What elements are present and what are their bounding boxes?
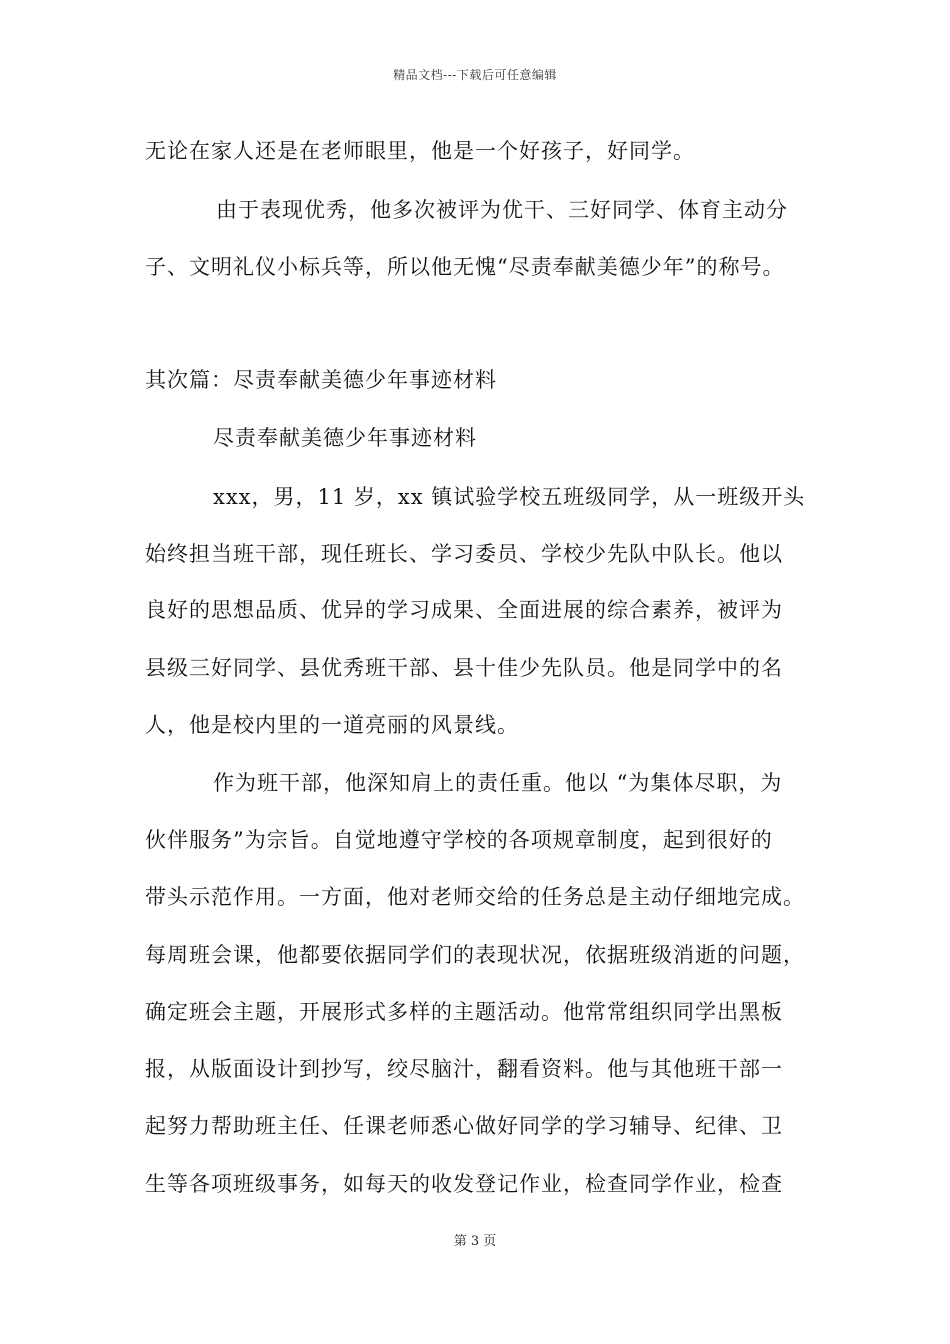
article-title: 尽责奉献美德少年事迹材料 <box>213 426 477 450</box>
body-line: 报，从版面设计到抄写，绞尽脑汁，翻看资料。他与其他班干部一 <box>145 1057 783 1081</box>
body-line: 县级三好同学、县优秀班干部、县十佳少先队员。他是同学中的名 <box>145 656 783 680</box>
body-line: 作为班干部，他深知肩上的责任重。他以 “为集体尽职，为 <box>213 771 783 795</box>
body-line: 良好的思想品质、优异的学习成果、全面进展的综合素养，被评为 <box>145 598 783 622</box>
section-heading: 其次篇：尽责奉献美德少年事迹材料 <box>145 368 497 392</box>
page-number: 第 3 页 <box>453 1234 497 1249</box>
body-line: 由于表现优秀，他多次被评为优干、三好同学、体育主动分 <box>216 198 788 222</box>
body-line: 确定班会主题，开展形式多样的主题活动。他常常组织同学出黑板 <box>145 1000 783 1024</box>
body-line: 起努力帮助班主任、任课老师悉心做好同学的学习辅导、纪律、卫 <box>145 1114 783 1138</box>
body-line: 人，他是校内里的一道亮丽的风景线。 <box>145 713 519 737</box>
page-header: 精品文档---下载后可任意编辑 <box>393 68 557 82</box>
body-line: 每周班会课，他都要依据同学们的表现状况，依据班级消逝的问题， <box>145 943 805 967</box>
body-line: 生等各项班级事务，如每天的收发登记作业，检查同学作业，检查 <box>145 1172 783 1196</box>
body-line: 带头示范作用。一方面，他对老师交给的任务总是主动仔细地完成。 <box>145 885 805 909</box>
body-line: 子、文明礼仪小标兵等，所以他无愧“尽责奉献美德少年”的称号。 <box>145 255 785 279</box>
body-line: 伙伴服务”为宗旨。自觉地遵守学校的各项规章制度，起到很好的 <box>145 828 773 852</box>
body-line: xxx，男，11 岁，xx 镇试验学校五班级同学，从一班级开头 <box>213 485 806 509</box>
body-line: 无论在家人还是在老师眼里，他是一个好孩子，好同学。 <box>145 139 695 163</box>
body-line: 始终担当班干部，现任班长、学习委员、学校少先队中队长。他以 <box>145 542 783 566</box>
